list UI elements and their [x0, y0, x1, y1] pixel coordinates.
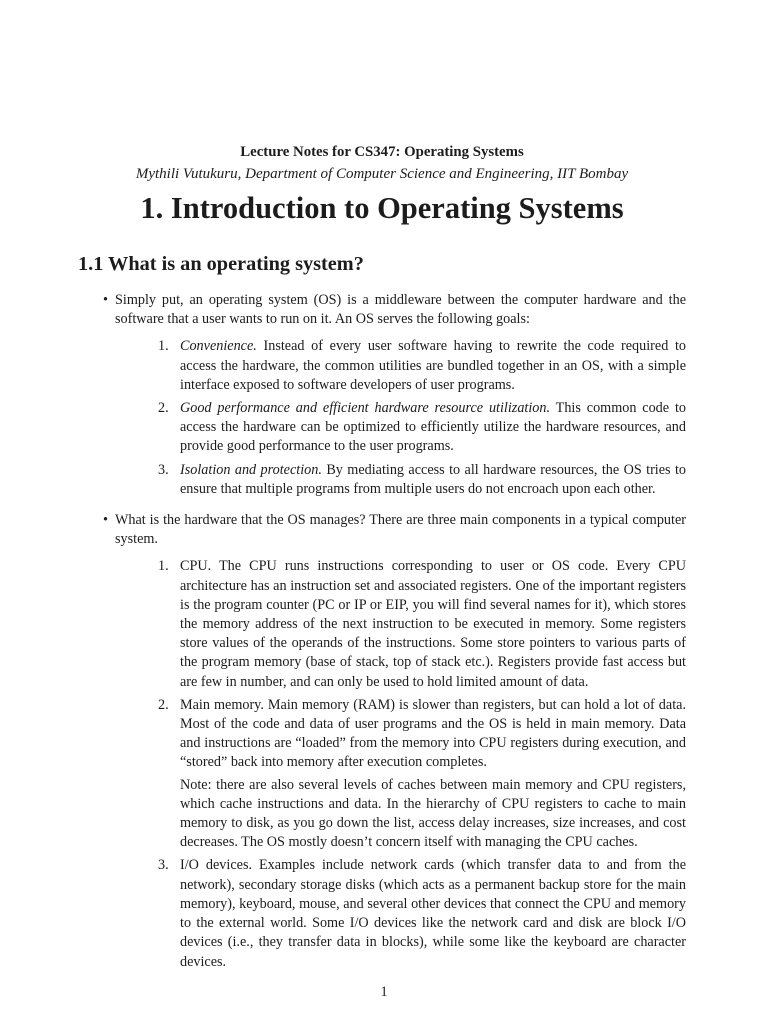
item-text — [180, 337, 686, 395]
bullet-icon: • — [103, 292, 108, 308]
item-number: 3. — [158, 461, 169, 478]
bullet-body — [115, 291, 686, 499]
list-item-cpu — [115, 557, 686, 691]
item-number: 2. — [158, 400, 169, 417]
bullet-text: Simply put, an operating system (OS) is a middleware between the computer hardware and the software that a user wants to run on it. An OS serves the following goals: — [115, 292, 686, 328]
list-item-main-memory — [115, 696, 686, 853]
hardware-list — [115, 557, 686, 971]
item-lead: Convenience. — [180, 338, 257, 355]
item-body-text: Instead of every user software having to rewrite the code required to access the hardware, the common utilities are bundled together in an OS, with a simple interface exposed to software developers of user programs. — [180, 338, 687, 393]
author-line: Mythili Vutukuru, Department of Computer Science and Engineering, IIT Bombay — [135, 166, 629, 182]
list-item-io-devices — [115, 856, 686, 971]
bullet-item-os-definition — [78, 291, 686, 499]
page-number: 1 — [380, 984, 388, 1000]
course-title: Lecture Notes for CS347: Operating Systems — [240, 144, 524, 160]
item-text: CPU. The CPU runs instructions corresponding to user or OS code. Every CPU architecture has an instruction set and associated registers. One of the important registers is the program counter (PC or IP or EIP, you will find several names for it), which stores the memory address of the next instruction to be executed in memory. Some registers store values of the operands of the instructions. Some store pointers to various parts of the program memory (base of stack, top of stack etc.). Registers provide fast access but are few in number, and can only be used to hold limited amount of data. — [180, 558, 686, 690]
item-body-text: This common code to access the hardware can be optimized to efficiently utilize the hardware resources, and provide good performance to the user programs. — [180, 400, 686, 455]
item-lead: Isolation and protection. — [180, 461, 322, 478]
bullet-body — [115, 511, 686, 972]
section-title: 1.1 What is an operating system? — [78, 253, 364, 275]
list-item-isolation — [115, 461, 686, 499]
item-number: 3. — [158, 857, 169, 874]
item-note-text: Note: there are also several levels of caches between main memory and CPU registers, which cache instructions and data. In the hierarchy of CPU registers to cache to main memory to disk, as you go down the list, access delay increases, size increases, and cost decreases. The OS mostly doesn’t concern itself with managing the CPU caches. — [180, 776, 686, 851]
list-item-performance — [115, 399, 686, 457]
item-text: I/O devices. Examples include network cards (which transfer data to and from the network), secondary storage disks (which acts as a permanent backup store for the main memory), keyboard, mouse, and several other devices that connect the CPU and memory to the external world. Some I/O devices like the network card and disk are block I/O devices (i.e., they transfer data in blocks), while some like the keyboard are character devices. — [180, 857, 686, 970]
bullet-text: What is the hardware that the OS manages? There are three main components in a typical computer system. — [115, 512, 686, 548]
item-body-text: By mediating access to all hardware resources, the OS tries to ensure that multiple programs from multiple users do not encroach upon each other. — [180, 461, 686, 497]
list-item-convenience — [115, 337, 686, 395]
item-text: Main memory. Main memory (RAM) is slower than registers, but can hold a lot of data. Most of the code and data of user programs and the OS is held in main memory. Data and instructions are “loaded” from the memory into CPU registers during execution, and “stored” back into memory after execution completes. — [180, 696, 686, 771]
goals-list — [115, 337, 686, 499]
chapter-title: 1. Introduction to Operating Systems — [140, 191, 624, 225]
item-text — [180, 399, 686, 457]
item-text — [180, 461, 686, 499]
item-number: 1. — [158, 338, 169, 355]
doc-header — [78, 144, 686, 183]
bullet-item-hardware — [78, 511, 686, 972]
item-lead: Good performance and efficient hardware resource utilization. — [180, 400, 551, 417]
item-number: 2. — [158, 696, 169, 713]
bullet-icon: • — [103, 512, 108, 529]
item-number: 1. — [158, 558, 169, 575]
